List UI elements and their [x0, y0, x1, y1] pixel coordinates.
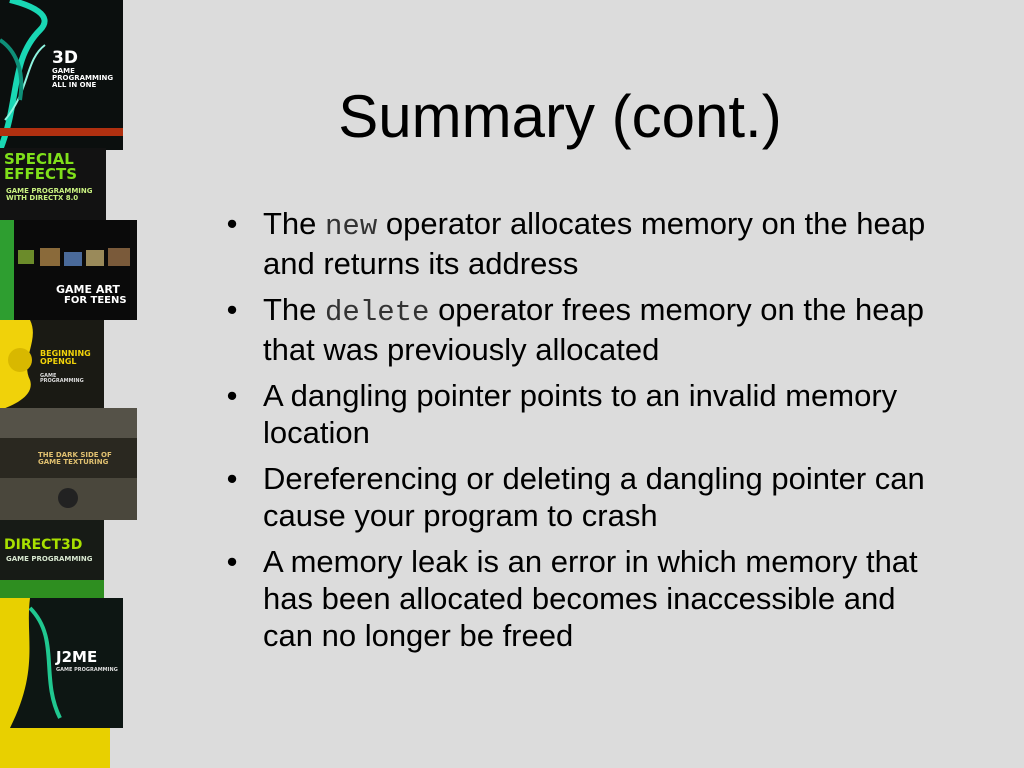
cover-subtitle: GAME PROGRAMMING ALL IN ONE [52, 67, 114, 89]
cover-fragment [0, 728, 110, 768]
cover-title: SPECIAL EFFECTS [4, 150, 78, 183]
bullet-text: operator allocates memory on the heap and returns its address [263, 206, 926, 281]
bullet-text: Dereferencing or deleting a dangling pointer can cause your program to crash [263, 461, 925, 533]
cover-subtitle: GAME PROGRAMMING [40, 373, 84, 384]
bullet-text: The [263, 292, 326, 327]
bullet-text: operator frees memory on the heap that was previously allocated [263, 292, 924, 367]
bullet-item [222, 205, 942, 282]
cover-title: BEGINNING OPENGL [40, 349, 91, 366]
code-keyword: delete [325, 296, 430, 329]
cover-subtitle: GAME PROGRAMMING [6, 555, 93, 563]
beginning-opengl-cover [0, 320, 104, 410]
cover-title: THE DARK SIDE OF GAME TEXTURING [38, 451, 112, 466]
bullet-text: A dangling pointer points to an invalid memory location [263, 378, 898, 450]
bullet-item [222, 291, 942, 368]
j2me-game-programming-cover [0, 598, 123, 728]
bullet-dot: • [226, 461, 238, 496]
beginning-direct3d-cover [0, 520, 104, 600]
bullet-dot: • [226, 292, 238, 327]
3d-game-programming-cover [0, 0, 123, 150]
bullet-item [222, 460, 942, 534]
cover-subtitle: FOR TEENS [64, 295, 127, 306]
dark-side-of-game-texturing-cover [0, 408, 137, 520]
bullet-dot: • [226, 544, 238, 579]
bullet-dot: • [226, 378, 238, 413]
bullet-text: A memory leak is an error in which memory that has been allocated becomes inaccessible and can no longer be freed [263, 544, 918, 653]
cover-title: GAME ART [56, 283, 120, 296]
cover-title: J2ME [56, 648, 98, 666]
slide-title: Summary (cont.) [338, 83, 782, 150]
book-cover-strip [0, 0, 140, 768]
cover-title: 3D [52, 48, 78, 68]
code-keyword: new [325, 210, 378, 243]
cover-subtitle: GAME PROGRAMMING WITH DIRECTX 8.0 [6, 187, 93, 202]
cover-subtitle: GAME PROGRAMMING [56, 667, 118, 673]
cover-title: DIRECT3D [4, 537, 83, 553]
game-art-for-teens-cover [0, 220, 137, 320]
bullet-item [222, 543, 942, 654]
special-effects-cover [0, 148, 106, 226]
bullet-list [222, 205, 942, 663]
bullet-text: The [263, 206, 326, 241]
bullet-dot: • [226, 206, 238, 241]
bullet-item [222, 377, 942, 451]
